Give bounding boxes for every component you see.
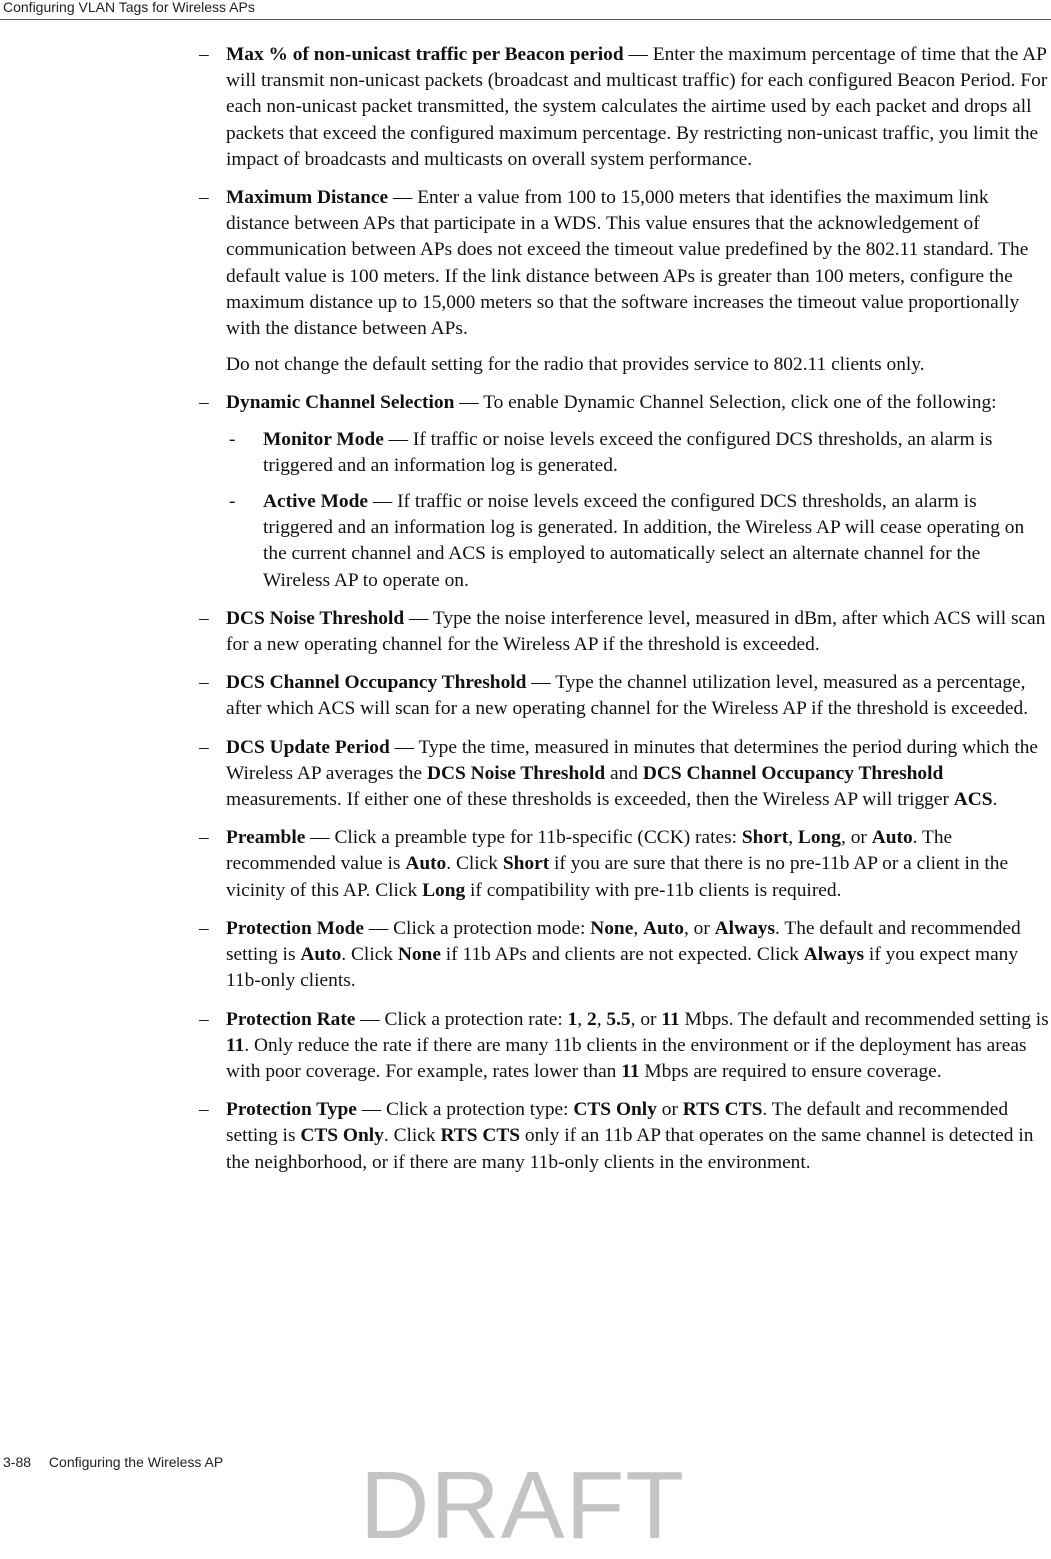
item-term: DCS Noise Threshold [226,607,405,629]
sub-item-description: If traffic or noise levels exceed the configured DCS thresholds, an alarm is triggered and an information log is generated. [263,428,993,476]
sub-list-item [226,427,1049,479]
list-dash: – [199,917,209,939]
sub-list-item [226,489,1049,594]
item-paragraph [226,735,1049,814]
emphasized-term: ACS [953,789,993,811]
header-rule [0,19,1051,20]
footer-section-title: Configuring the Wireless AP [48,1454,224,1470]
item-term: Protection Rate [226,1008,356,1030]
text-run: if you are sure that there is no pre-11b AP or a client in the vicinity of this AP. Click [226,853,1009,901]
text-run: . The default and recommended setting is [226,917,1021,966]
emphasized-term: Always [714,917,776,939]
text-run: measurements. If either one of these thresholds is exceeded, then the Wireless AP will trigger [226,789,954,811]
item-term: Protection Type [226,1099,357,1121]
item-separator: — [389,736,419,758]
sub-list [226,427,1049,594]
emphasized-term: 1 [567,1008,578,1030]
emphasized-term: Auto [643,917,684,939]
sub-item-description: If traffic or noise levels exceed the configured DCS thresholds, an alarm is triggered and an information log is generated. In addition, the Wireless AP will cease operating on the current channel and ACS is employed to automatically select an alternate channel for the Wireless AP to operate on. [263,491,1025,591]
list-item [199,1007,1049,1086]
emphasized-term: Auto [405,853,447,875]
sub-list-hyphen: - [229,428,236,450]
item-separator: — [364,917,394,939]
emphasized-term: CTS Only [300,1125,384,1147]
item-separator: — [404,607,433,629]
emphasized-term: CTS Only [573,1099,657,1121]
list-dash: – [199,672,209,694]
list-dash: – [199,44,209,65]
text-run: . The default and recommended setting is [226,1099,1009,1147]
emphasized-term: Short [741,827,789,849]
list-item [199,42,1049,173]
page-footer [3,1454,223,1470]
item-separator: — [454,392,484,414]
draft-watermark: DRAFT [360,1452,685,1559]
emphasized-term: None [590,917,634,939]
list-dash: – [199,607,209,629]
page-number: 3-88 [3,1454,32,1470]
text-run: Click a protection mode: [393,917,591,939]
text-run: , [788,827,798,849]
text-run: Type the time, measured in minutes that determines the period during which the Wireless AP averages the [226,736,1039,784]
item-paragraph [226,670,1049,722]
text-run: . Only reduce the rate if there are many 11b clients in the environment or if the deployment has areas with poor coverage. For example, rates lower than [226,1034,1027,1082]
emphasized-term: Auto [300,944,342,966]
emphasized-term: DCS Noise Threshold [426,762,606,784]
list-dash: – [199,827,209,849]
list-dash: – [199,1008,209,1030]
sub-item-term: Monitor Mode [263,428,384,450]
list-item [199,185,1049,378]
list-dash: – [199,187,209,209]
item-paragraph [226,390,1049,416]
emphasized-term: Short [502,853,550,875]
emphasized-term: 11 [621,1060,640,1082]
text-run: Mbps are required to ensure coverage. [639,1060,942,1082]
item-separator: — [368,491,398,513]
list-item [199,606,1049,658]
list-dash: – [199,392,209,414]
emphasized-term: 5.5 [606,1008,631,1030]
item-separator: — [355,1008,385,1030]
list-dash: – [199,736,209,758]
list-item [199,670,1049,722]
item-note: Do not change the default setting for the radio that provides service to 802.11 clients only. [226,354,925,376]
item-description: Type the channel utilization level, measured as a percentage, after which ACS will scan for a new operating channel for the Wireless AP if the threshold is exceeded. [226,672,1029,720]
text-run: if you expect many 11b-only clients. [226,944,1019,992]
item-paragraph [226,185,1049,342]
list-item [199,916,1049,995]
emphasized-term: 11 [226,1034,245,1056]
text-run: and [605,762,643,784]
item-separator: — [383,428,413,450]
text-run: , [577,1008,587,1030]
item-term: Maximum Distance [226,187,389,209]
item-description: Enter a value from 100 to 15,000 meters that identifies the maximum link distance between APs that participate in a WDS. This value ensures that the acknowledgement of communication between APs does not exceed the timeout value predefined by the 802.11 standard. The default value is 100 meters. If the link distance between APs is greater than 100 meters, configure the maximum distance up to 15,000 meters so that the software increases the timeout value proportionally with the distance between APs. [226,187,1029,340]
text-run: , [633,917,644,939]
text-run: . [992,789,998,811]
text-run: . Click [446,853,503,875]
document-body [199,42,1049,1188]
item-separator: — [388,187,418,209]
text-run: , or [683,917,715,939]
item-term: Dynamic Channel Selection [226,392,455,414]
list-item [199,735,1049,814]
item-separator: — [526,672,556,694]
item-paragraph [226,42,1049,173]
item-description: To enable Dynamic Channel Selection, click one of the following: [483,392,997,414]
text-run: if compatibility with pre-11b clients is required. [465,879,842,901]
item-term: Preamble [226,827,306,849]
sub-item-paragraph [263,427,1049,479]
text-run: Mbps. The default and recommended setting is [679,1008,1049,1030]
text-run: . The recommended value is [226,827,953,875]
emphasized-term: RTS CTS [440,1125,521,1147]
text-run: , or [630,1008,662,1030]
text-run: Click a protection rate: [384,1008,568,1030]
text-run: if 11b APs and clients are not expected. Click [440,944,804,966]
text-run: , or [841,827,872,849]
text-run: only if an 11b AP that operates on the same channel is detected in the neighborhood, or if there are many 11b-only clients in the environment. [226,1125,1034,1173]
list-item [199,390,1049,593]
text-run: . Click [383,1125,441,1147]
running-header-title: Configuring VLAN Tags for Wireless APs [3,0,255,15]
item-paragraph [226,916,1049,995]
emphasized-term: Auto [871,827,913,849]
sub-item-term: Active Mode [263,491,368,513]
item-term: Max % of non-unicast traffic per Beacon period [226,44,624,65]
emphasized-term: None [397,944,441,966]
item-description: Type the noise interference level, measured in dBm, after which ACS will scan for a new operating channel for the Wireless AP if the threshold is exceeded. [226,607,1046,656]
list-item [199,825,1049,904]
text-run: . Click [341,944,398,966]
emphasized-term: DCS Channel Occupancy Threshold [642,762,944,784]
emphasized-term: 11 [661,1008,680,1030]
item-paragraph [226,825,1049,904]
text-run: , [596,1008,607,1030]
item-separator: — [623,44,653,65]
item-term: DCS Channel Occupancy Threshold [226,672,527,694]
emphasized-term: 2 [586,1008,597,1030]
item-term: Protection Mode [226,917,365,939]
text-run: Click a protection type: [385,1099,574,1121]
sub-list-hyphen: - [229,491,236,513]
text-run: or [656,1099,683,1121]
list-dash: – [199,1099,209,1121]
item-paragraph [226,1007,1049,1086]
item-paragraph [226,1097,1049,1176]
emphasized-term: RTS CTS [682,1099,763,1121]
sub-item-paragraph [263,489,1049,594]
item-paragraph [226,606,1049,658]
emphasized-term: Always [803,944,865,966]
item-term: DCS Update Period [226,736,390,758]
text-run: Click a preamble type for 11b-specific (CCK) rates: [334,827,742,849]
list-item [199,1097,1049,1176]
item-separator: — [305,827,335,849]
item-separator: — [356,1099,386,1121]
item-description: Enter the maximum percentage of time that the AP will transmit non-unicast packets (broadcast and multicast traffic) for each configured Beacon Period. For each non-unicast packet transmitted, the system calculates the airtime used by each packet and drops all packets that exceed the configured maximum percentage. By restricting non-unicast traffic, you limit the impact of broadcasts and multicasts on overall system performance. [226,44,1048,170]
emphasized-term: Long [797,827,841,849]
emphasized-term: Long [422,879,466,901]
